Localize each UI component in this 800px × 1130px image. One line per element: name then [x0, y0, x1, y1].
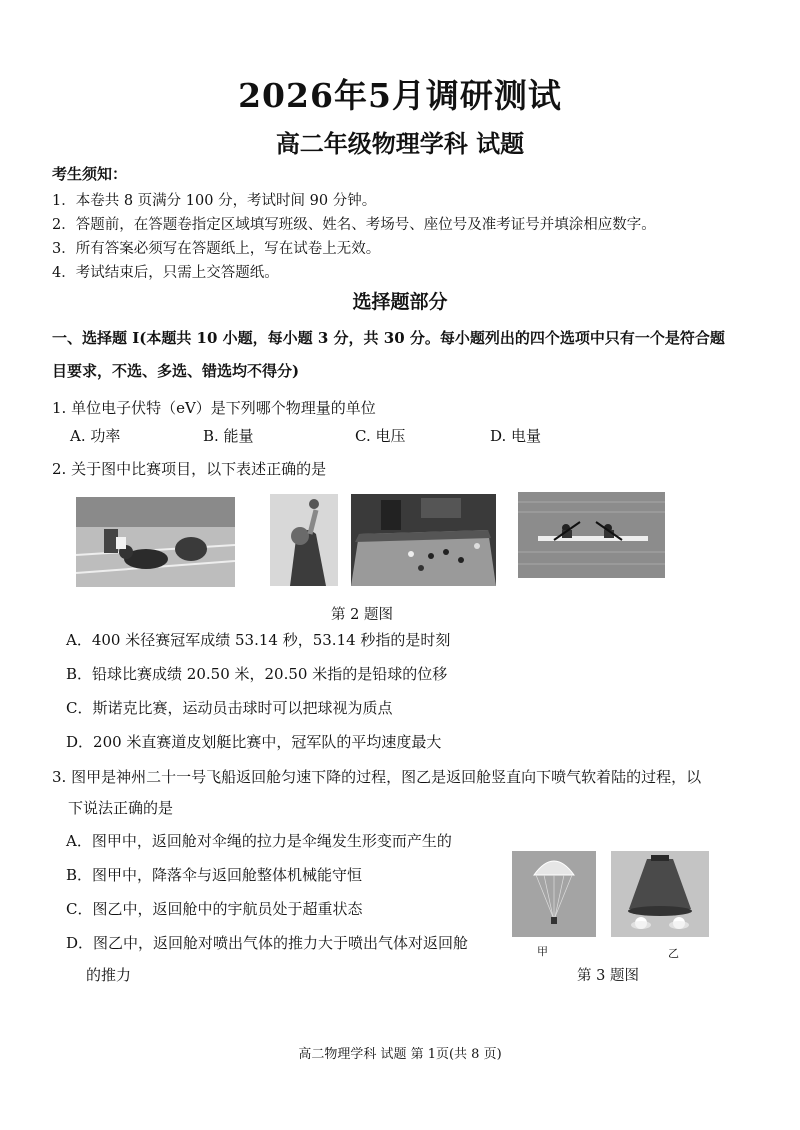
- question-3-stem-cont: 下说法正确的是: [68, 799, 174, 817]
- exam-subtitle: 高二年级物理学科 试题: [275, 129, 525, 158]
- notice-item: 3．所有答案必须写在答题纸上，写在试卷上无效。: [52, 241, 381, 257]
- track-race-photo: [76, 497, 235, 587]
- q3-option-d-cont: 的推力: [86, 966, 132, 984]
- q3-option-c: C．图乙中，返回舱中的宇航员处于超重状态: [66, 900, 363, 918]
- q2-option-d: D．200 米直赛道皮划艇比赛中，冠军队的平均速度最大: [66, 733, 442, 751]
- question-1-stem: 1. 单位电子伏特（eV）是下列哪个物理量的单位: [52, 399, 376, 417]
- exam-title: 2026年5月调研测试: [238, 76, 562, 115]
- figure-label-jia: 甲: [537, 945, 548, 958]
- notice-item: 2．答题前，在答题卷指定区域填写班级、姓名、考场号、座位号及准考证号并填涂相应数字。: [52, 217, 656, 233]
- notice-heading: 考生须知：: [52, 165, 128, 183]
- q1-option-c: C. 电压: [355, 427, 406, 445]
- part1-instructions: 一、选择题 I(本题共 10 小题，每小题 3 分，共 30 分。每小题列出的四个选项中只有一个是符合题: [52, 329, 725, 347]
- q3-option-d: D．图乙中，返回舱对喷出气体的推力大于喷出气体对返回舱: [66, 934, 469, 952]
- q2-figure-caption: 第 2 题图: [331, 607, 393, 623]
- shot-put-photo: [270, 494, 338, 586]
- snooker-photo: [351, 494, 496, 586]
- q2-option-b: B．铅球比赛成绩 20.50 米，20.50 米指的是铅球的位移: [66, 665, 448, 683]
- part1-instructions-cont: 目要求，不选、多选、错选均不得分): [52, 362, 300, 380]
- q1-option-d: D. 电量: [490, 427, 542, 445]
- q3-figure-caption: 第 3 题图: [577, 968, 639, 984]
- page-footer: 高二物理学科 试题 第 1页(共 8 页): [298, 1047, 502, 1062]
- notice-item: 4．考试结束后，只需上交答题纸。: [52, 265, 279, 281]
- question-2-stem: 2. 关于图中比赛项目，以下表述正确的是: [52, 460, 327, 478]
- q1-option-a: A. 功率: [70, 427, 121, 445]
- figure-label-yi: 乙: [668, 947, 679, 960]
- q1-option-b: B. 能量: [203, 427, 254, 445]
- capsule-landing-photo: [611, 851, 709, 937]
- q2-option-a: A．400 米径赛冠军成绩 53.14 秒，53.14 秒指的是时刻: [66, 631, 451, 649]
- notice-item: 1．本卷共 8 页满分 100 分，考试时间 90 分钟。: [52, 193, 377, 209]
- q2-option-c: C．斯诺克比赛，运动员击球时可以把球视为质点: [66, 699, 393, 717]
- question-3-stem: 3. 图甲是神州二十一号飞船返回舱匀速下降的过程，图乙是返回舱竖直向下喷气软着陆的过程，以: [52, 768, 702, 786]
- q3-option-a: A．图甲中，返回舱对伞绳的拉力是伞绳发生形变而产生的: [66, 832, 452, 850]
- section-title: 选择题部分: [352, 291, 448, 313]
- kayak-photo: [518, 492, 665, 578]
- q3-option-b: B．图甲中，降落伞与返回舱整体机械能守恒: [66, 866, 363, 884]
- parachute-photo: [512, 851, 596, 937]
